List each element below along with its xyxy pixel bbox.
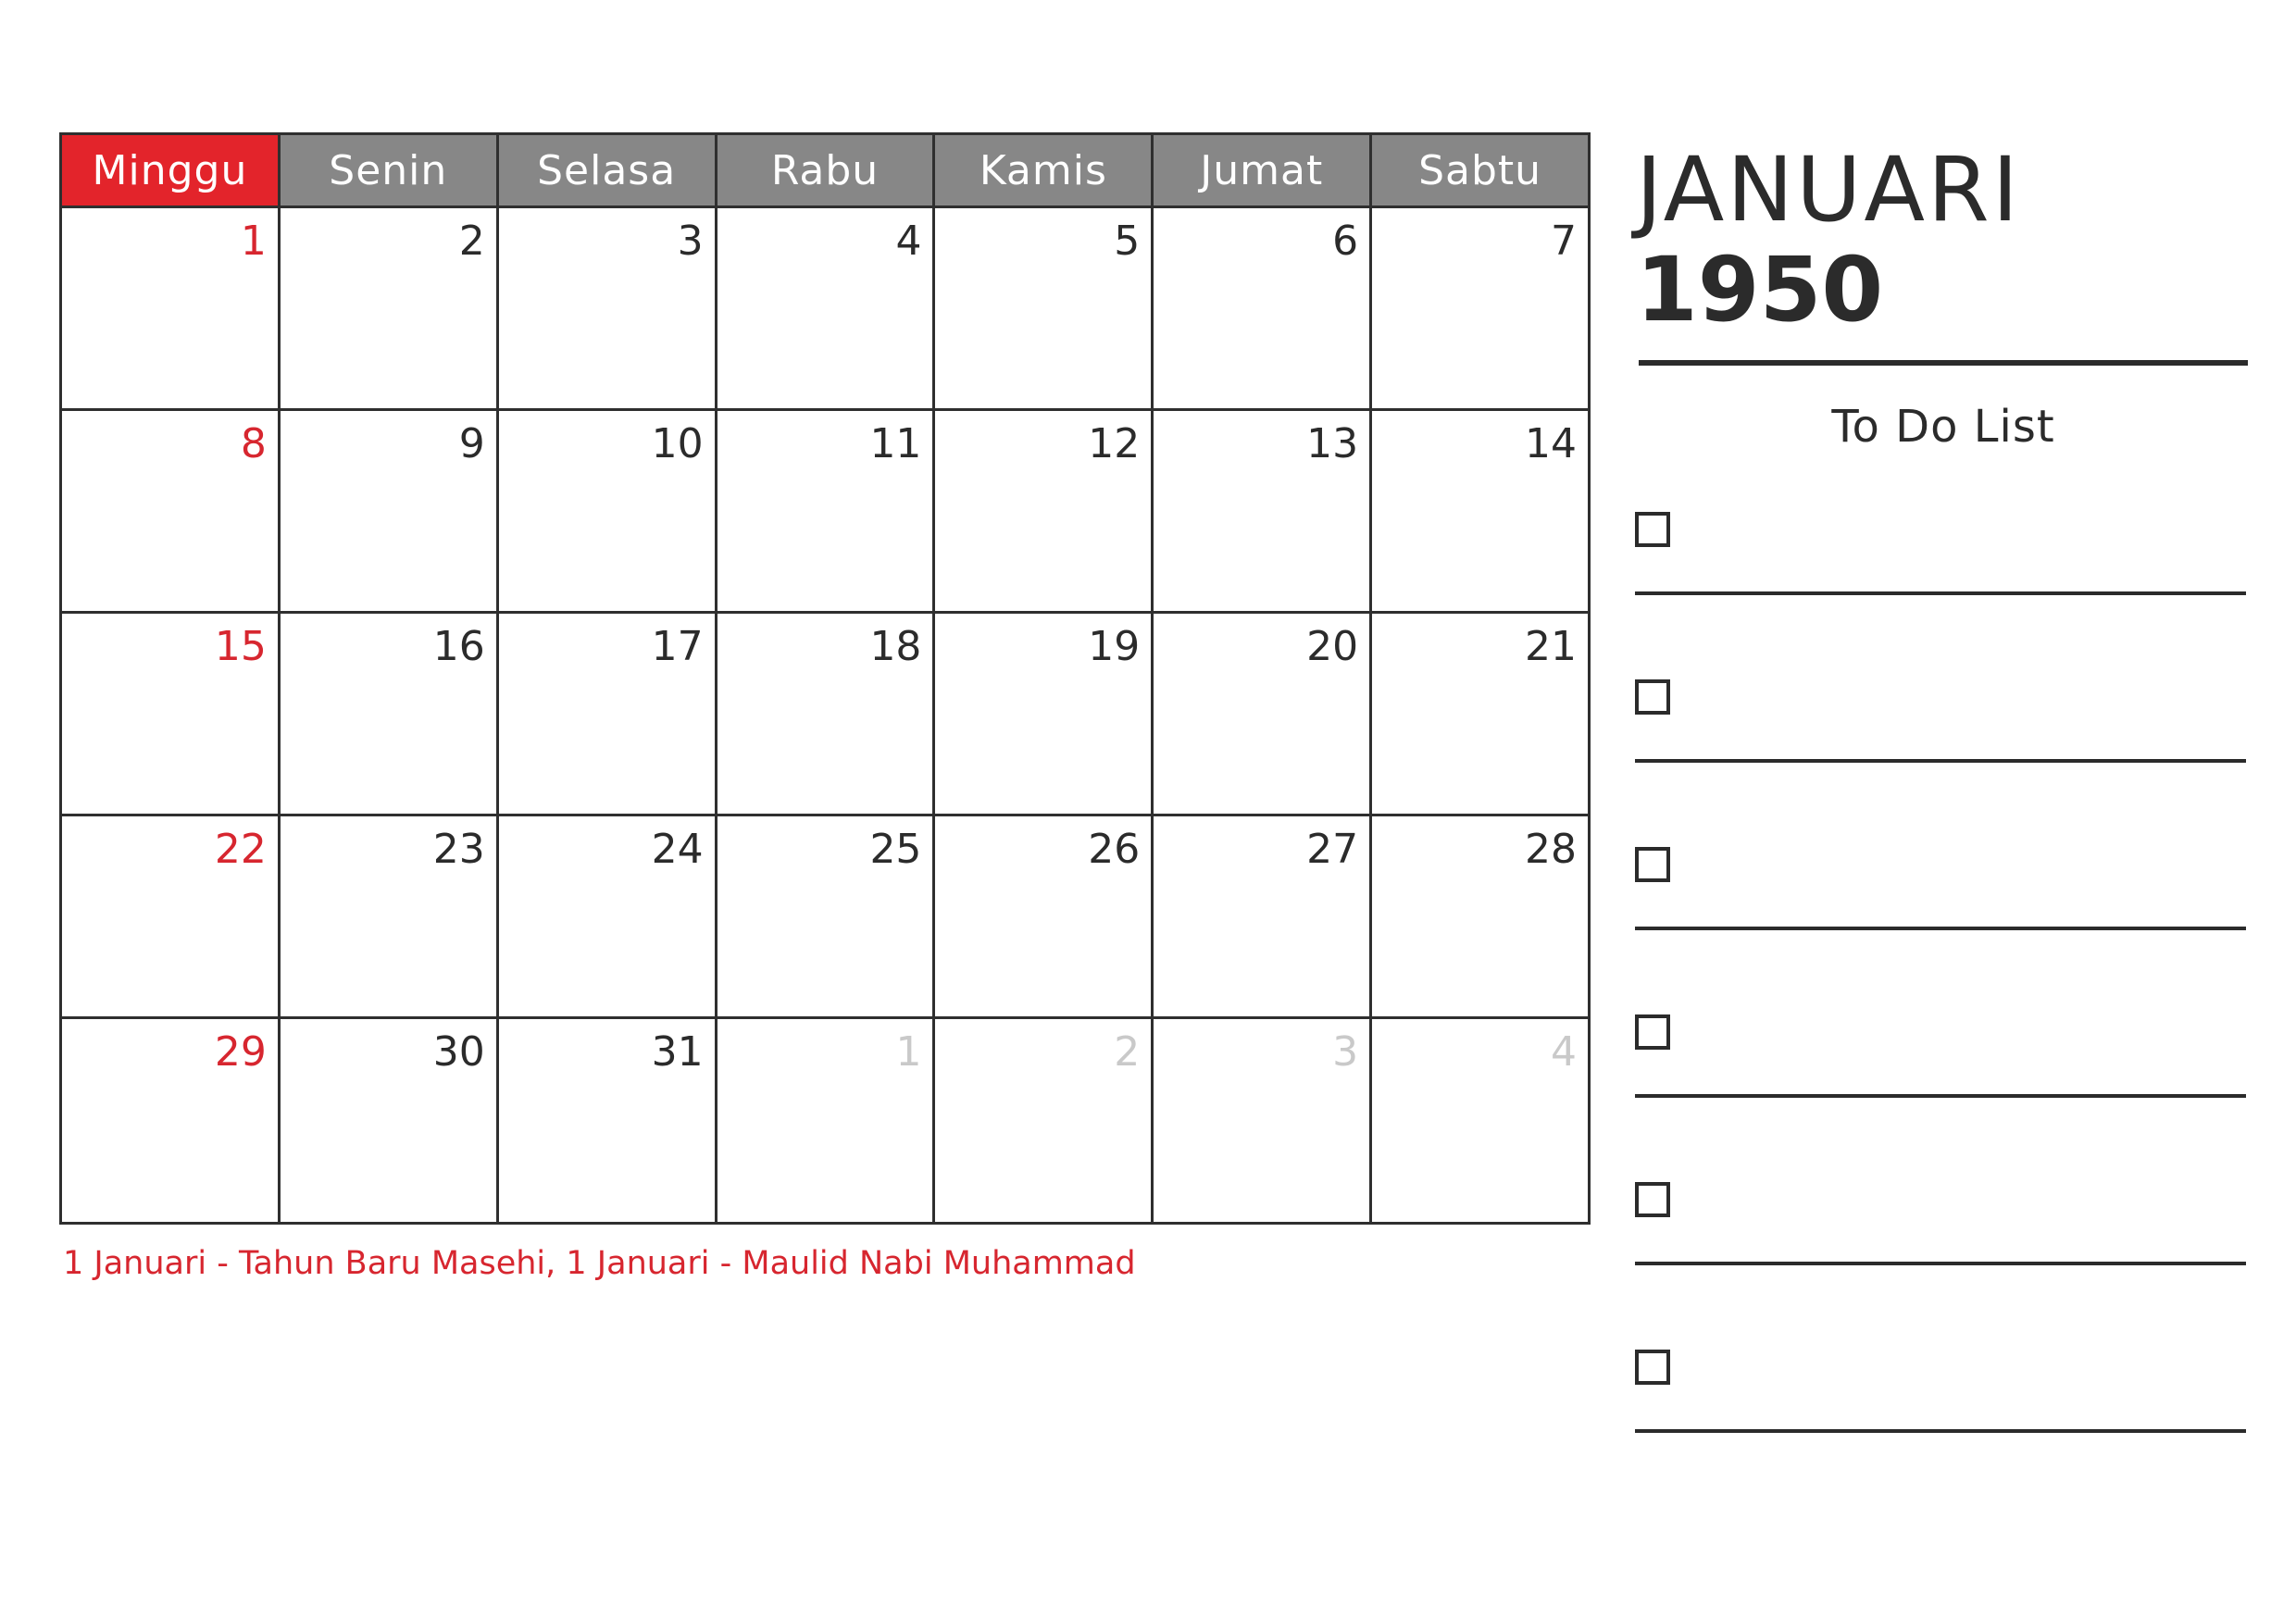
todo-writing-line <box>1635 591 2246 595</box>
weekday-header-monday: Senin <box>281 135 499 208</box>
todo-checkbox[interactable] <box>1635 512 1670 547</box>
day-cell <box>1154 816 1372 1019</box>
day-number: 23 <box>432 826 485 873</box>
day-number: 17 <box>651 623 704 670</box>
week-row <box>62 816 1588 1019</box>
day-number: 21 <box>1525 623 1578 670</box>
day-cell <box>62 208 281 411</box>
day-cell <box>718 614 936 816</box>
adjacent-month-day-number: 1 <box>895 1028 922 1076</box>
day-cell <box>62 411 281 614</box>
week-row <box>62 614 1588 816</box>
weekday-header-tuesday: Selasa <box>499 135 718 208</box>
day-number: 8 <box>240 420 267 467</box>
day-cell <box>718 1019 936 1222</box>
day-number: 19 <box>1088 623 1141 670</box>
week-row <box>62 411 1588 614</box>
adjacent-month-day-number: 3 <box>1332 1028 1359 1076</box>
day-number: 18 <box>869 623 922 670</box>
day-number: 29 <box>214 1028 267 1076</box>
todo-item <box>1635 679 2246 768</box>
day-number: 7 <box>1551 218 1578 265</box>
todo-item <box>1635 1350 2246 1438</box>
holidays-note: 1 Januari - Tahun Baru Masehi, 1 Januari - Maulid Nabi Muhammad <box>63 1245 1136 1282</box>
day-number: 14 <box>1525 420 1578 467</box>
day-cell <box>281 208 499 411</box>
todo-item <box>1635 512 2246 601</box>
day-number: 30 <box>432 1028 485 1076</box>
day-cell <box>1372 208 1588 411</box>
day-number: 25 <box>869 826 922 873</box>
day-cell <box>499 208 718 411</box>
weekday-header-thursday: Kamis <box>935 135 1154 208</box>
day-number: 13 <box>1306 420 1359 467</box>
todo-writing-line <box>1635 1429 2246 1433</box>
day-cell <box>1154 1019 1372 1222</box>
month-title: JANUARI <box>1636 138 2022 242</box>
title-divider <box>1639 360 2248 366</box>
day-number: 6 <box>1332 218 1359 265</box>
day-cell <box>62 816 281 1019</box>
day-number: 10 <box>651 420 704 467</box>
todo-list-title: To Do List <box>1831 401 2055 453</box>
day-cell <box>281 614 499 816</box>
adjacent-month-day-number: 2 <box>1114 1028 1141 1076</box>
day-cell <box>935 208 1154 411</box>
weeks-container <box>62 208 1588 1222</box>
day-cell <box>62 614 281 816</box>
day-cell <box>281 816 499 1019</box>
day-number: 2 <box>458 218 485 265</box>
day-cell <box>1372 816 1588 1019</box>
todo-checkbox[interactable] <box>1635 1182 1670 1217</box>
day-cell <box>1372 411 1588 614</box>
day-number: 26 <box>1088 826 1141 873</box>
todo-checkbox[interactable] <box>1635 847 1670 882</box>
week-row <box>62 208 1588 411</box>
day-cell <box>935 411 1154 614</box>
day-cell <box>1372 614 1588 816</box>
day-number: 22 <box>214 826 267 873</box>
todo-item <box>1635 847 2246 936</box>
day-number: 4 <box>895 218 922 265</box>
week-row <box>62 1019 1588 1222</box>
day-cell <box>499 614 718 816</box>
todo-writing-line <box>1635 927 2246 930</box>
day-number: 16 <box>432 623 485 670</box>
day-cell <box>718 411 936 614</box>
day-number: 1 <box>240 218 267 265</box>
weekday-header-wednesday: Rabu <box>718 135 936 208</box>
day-cell <box>281 411 499 614</box>
month-calendar-grid <box>59 132 1591 1225</box>
weekday-header-friday: Jumat <box>1154 135 1372 208</box>
day-cell <box>499 411 718 614</box>
day-cell <box>718 816 936 1019</box>
day-number: 12 <box>1088 420 1141 467</box>
day-number: 11 <box>869 420 922 467</box>
todo-writing-line <box>1635 1094 2246 1098</box>
day-number: 9 <box>458 420 485 467</box>
day-cell <box>499 1019 718 1222</box>
day-cell <box>1372 1019 1588 1222</box>
weekday-header-saturday: Sabtu <box>1372 135 1588 208</box>
weekday-header-sunday: Minggu <box>62 135 281 208</box>
day-number: 31 <box>651 1028 704 1076</box>
day-number: 5 <box>1114 218 1141 265</box>
day-number: 27 <box>1306 826 1359 873</box>
adjacent-month-day-number: 4 <box>1551 1028 1578 1076</box>
day-number: 3 <box>677 218 704 265</box>
todo-checkbox[interactable] <box>1635 679 1670 715</box>
todo-item <box>1635 1182 2246 1271</box>
day-number: 28 <box>1525 826 1578 873</box>
day-cell <box>935 614 1154 816</box>
day-number: 20 <box>1306 623 1359 670</box>
todo-item <box>1635 1014 2246 1103</box>
day-number: 15 <box>214 623 267 670</box>
day-cell <box>1154 208 1372 411</box>
day-cell <box>935 816 1154 1019</box>
day-cell <box>935 1019 1154 1222</box>
day-number: 24 <box>651 826 704 873</box>
year-title: 1950 <box>1636 238 1884 342</box>
todo-writing-line <box>1635 1262 2246 1265</box>
weekday-header-row <box>62 135 1588 208</box>
day-cell <box>718 208 936 411</box>
todo-writing-line <box>1635 759 2246 763</box>
day-cell <box>1154 411 1372 614</box>
day-cell <box>62 1019 281 1222</box>
day-cell <box>281 1019 499 1222</box>
todo-checkbox[interactable] <box>1635 1350 1670 1385</box>
day-cell <box>499 816 718 1019</box>
day-cell <box>1154 614 1372 816</box>
todo-checkbox[interactable] <box>1635 1014 1670 1050</box>
